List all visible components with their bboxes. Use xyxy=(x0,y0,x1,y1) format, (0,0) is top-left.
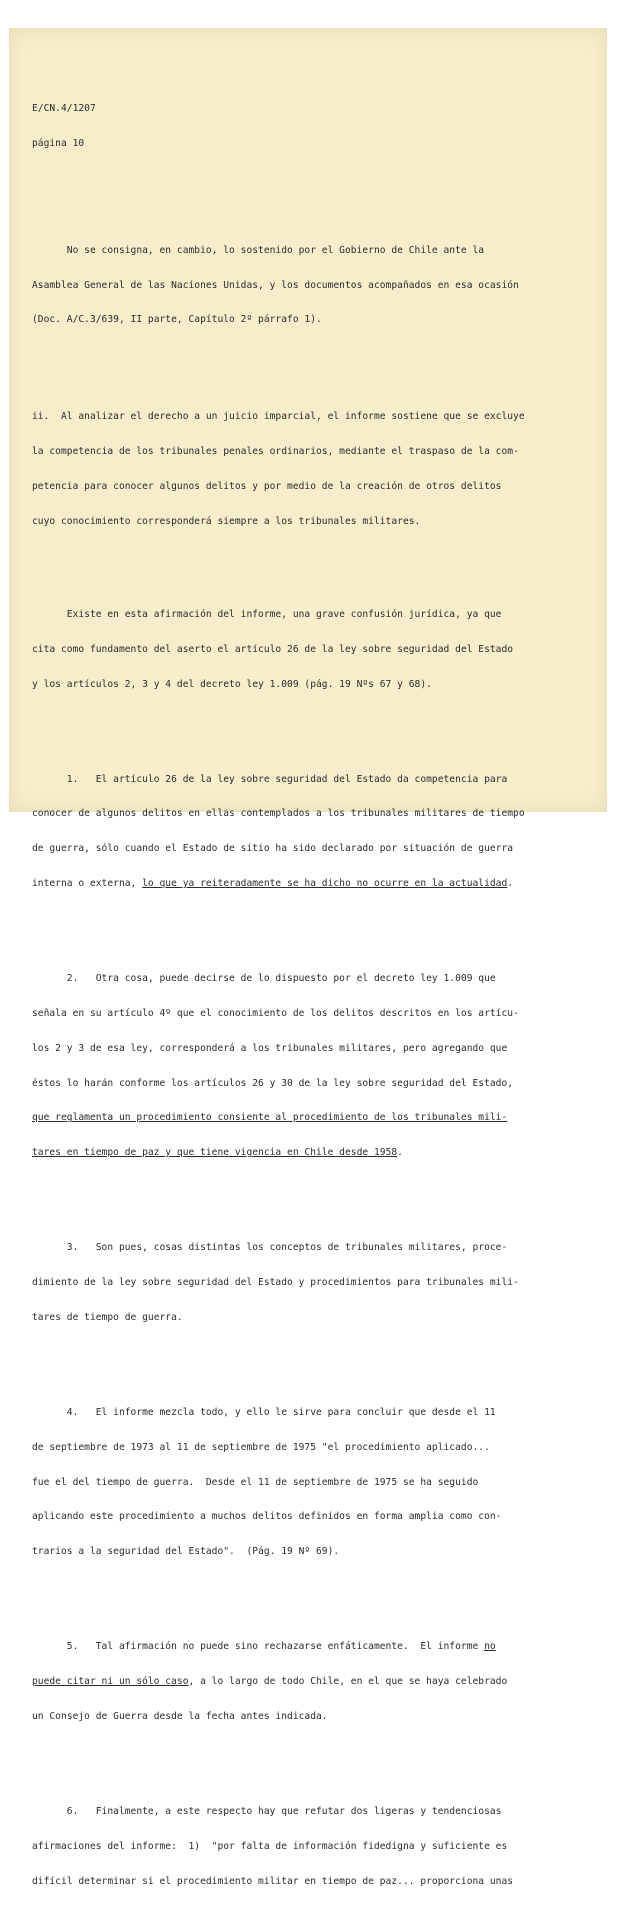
underlined-text: que reglamenta un procedimiento consiente al procedimiento de los tribunales mili- xyxy=(32,1112,508,1124)
paragraph-line: trarios a la seguridad del Estado". (Pág. 19 Nº 69). xyxy=(32,1546,340,1558)
paragraph-text: interna o externa, xyxy=(32,878,143,889)
paragraph-line: ii. Al analizar el derecho a un juicio imparcial, el informe sostiene que se excluye xyxy=(32,411,525,423)
paragraph-line xyxy=(32,1147,580,1159)
paragraph-line: Asamblea General de las Naciones Unidas, y los documentos acompañados en esa ocasión xyxy=(32,279,519,291)
paragraph-line: conocer de algunos delitos en ellas contemplados a los tribunales militares de tiempo xyxy=(32,808,525,820)
paragraph-line: un Consejo de Guerra desde la fecha antes indicada. xyxy=(32,1710,328,1722)
paragraph-line: de septiembre de 1973 al 11 de septiembre de 1975 "el procedimiento aplicado... xyxy=(32,1441,490,1453)
underlined-text: tares en tiempo de paz y que tiene vigencia en Chile desde 1958 xyxy=(32,1147,398,1159)
paragraph-line: fue el del tiempo de guerra. Desde el 11 de septiembre de 1975 se ha seguido xyxy=(32,1476,479,1488)
paragraph-line: éstos lo harán conforme los artículos 26 y 30 de la ley sobre seguridad del Estado, xyxy=(32,1077,514,1089)
paragraph-line: (Doc. A/C.3/639, II parte, Capítulo 2º párrafo 1). xyxy=(32,314,322,326)
paragraph-line: difícil determinar si el procedimiento militar en tiempo de paz... proporciona unas xyxy=(32,1875,514,1887)
paragraph-line: tares de tiempo de guerra. xyxy=(32,1311,183,1323)
paragraph-line xyxy=(32,1641,580,1653)
underlined-text: no xyxy=(484,1641,496,1653)
paragraph-line: afirmaciones del informe: 1) "por falta de información fidedigna y suficiente es xyxy=(32,1840,508,1852)
paragraph-text: . xyxy=(397,1147,403,1159)
document-body xyxy=(32,68,580,1922)
paragraph-line: y los artículos 2, 3 y 4 del decreto ley 1.009 (pág. 19 Nºs 67 y 68). xyxy=(32,678,432,690)
paragraph-line xyxy=(32,1676,580,1688)
paragraph-line: de guerra, sólo cuando el Estado de sitio ha sido declarado por situación de guerra xyxy=(32,843,514,855)
paragraph-line: petencia para conocer algunos delitos y por medio de la creación de otros delitos xyxy=(32,481,502,492)
paragraph-line: los 2 y 3 de esa ley, corresponderá a los tribunales militares, pero agregando que xyxy=(32,1042,508,1054)
paragraph-line: 4. El informe mezcla todo, y ello le sirve para concluir que desde el 11 xyxy=(32,1406,496,1418)
paragraph-line: 1. El artículo 26 de la ley sobre seguridad del Estado da competencia para xyxy=(32,773,508,785)
document-page xyxy=(9,28,607,1887)
paragraph-line: No se consigna, en cambio, lo sostenido por el Gobierno de Chile ante la xyxy=(32,244,485,256)
underlined-text: puede citar ni un sólo caso xyxy=(32,1676,189,1687)
paragraph-line: Existe en esta afirmación del informe, una grave confusión jurídica, ya que xyxy=(32,608,502,620)
paragraph-line: señala en su artículo 4º que el conocimiento de los delitos descritos en los artícu- xyxy=(32,1007,519,1019)
underlined-text: lo que ya reiteradamente se ha dicho no ocurre en la actualidad xyxy=(142,878,508,889)
page-number: página 10 xyxy=(32,137,85,149)
paragraph-line: dimiento de la ley sobre seguridad del Estado y procedimientos para tribunales mili- xyxy=(32,1277,519,1288)
paragraph-line: 3. Son pues, cosas distintas los conceptos de tribunales militares, proce- xyxy=(32,1242,508,1254)
paragraph-text: 5. Tal afirmación no puede sino rechazarse enfáticamente. El informe xyxy=(32,1641,485,1653)
paragraph-line: cita como fundamento del aserto el artículo 26 de la ley sobre seguridad del Estado xyxy=(32,643,514,655)
paragraph-line: aplicando este procedimiento a muchos delitos definidos en forma amplia como con- xyxy=(32,1511,502,1523)
paragraph-line: 2. Otra cosa, puede decirse de lo dispuesto por el decreto ley 1.009 que xyxy=(32,973,496,985)
doc-symbol: E/CN.4/1207 xyxy=(32,102,96,114)
paragraph-text: . xyxy=(507,878,514,889)
paragraph-line: la competencia de los tribunales penales ordinarios, mediante el traspaso de la com- xyxy=(32,446,519,458)
paragraph-line: cuyo conocimiento corresponderá siempre a los tribunales militares. xyxy=(32,515,421,527)
paragraph-text: , a lo largo de todo Chile, en el que se haya celebrado xyxy=(188,1676,508,1687)
paragraph-line: 6. Finalmente, a este respecto hay que refutar dos ligeras y tendenciosas xyxy=(32,1805,502,1817)
paragraph-line xyxy=(32,878,580,890)
